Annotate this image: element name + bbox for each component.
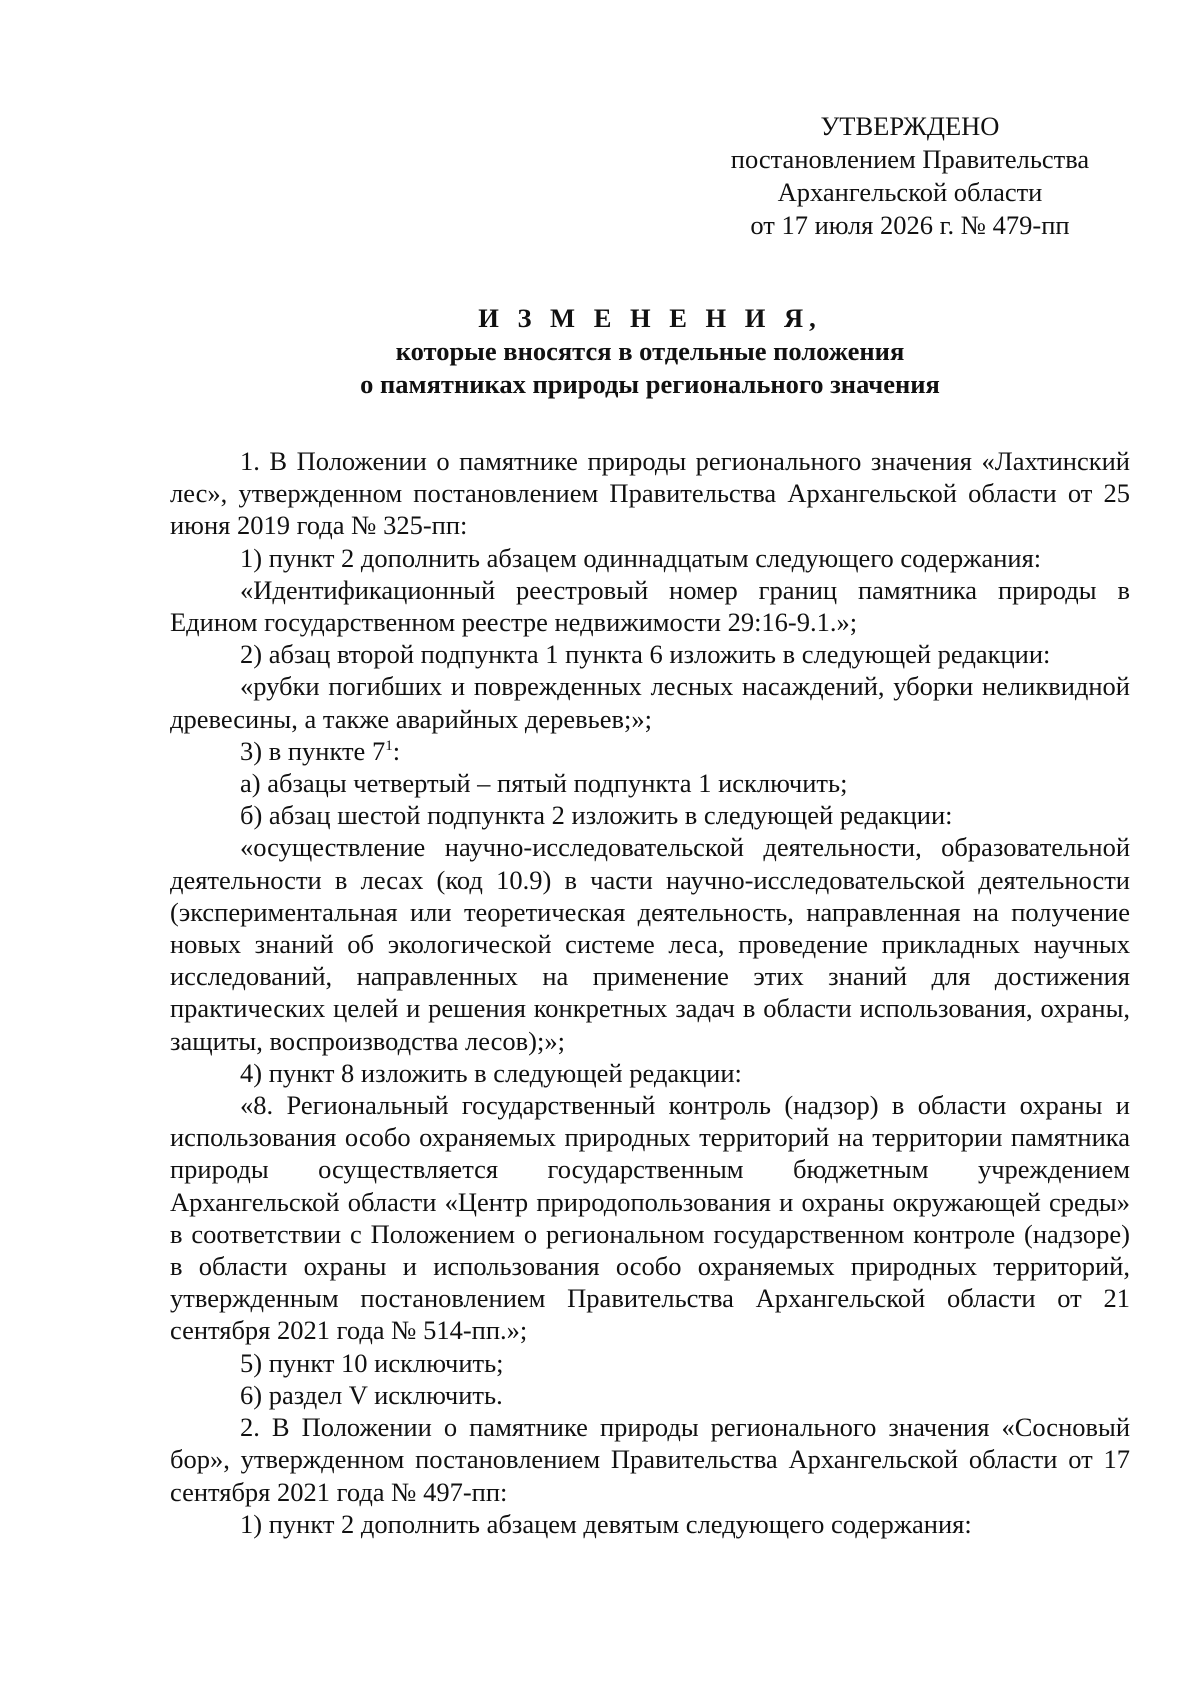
document-title	[170, 302, 1130, 401]
approval-heading: УТВЕРЖДЕНО	[820, 111, 1000, 141]
paragraph: 2. В Положении о памятнике природы регионального значения «Сосновый бор», утвержденном постановлением Правительства Архангельской области от 17 сентября 2021 года № 497-пп:	[170, 1412, 1130, 1507]
title-subline: о памятниках природы регионального значения	[360, 369, 940, 399]
paragraph: «осуществление научно-исследовательской деятельности, образовательной деятельности в лесах (код 10.9) в части научно-исследовательской деятельности (экспериментальная или теоретическая деятельность, направленная на получение новых знаний об экологической системе леса, проведение прикладных научных исследований, направленных на применение этих знаний для достижения практических целей и решения конкретных задач в области использования, охраны, защиты, воспроизводства лесов);»;	[170, 832, 1130, 1056]
approval-stamp	[690, 110, 1130, 242]
document-body	[170, 445, 1130, 1540]
paragraph: 2) абзац второй подпункта 1 пункта 6 изложить в следующей редакции:	[240, 639, 1051, 670]
paragraph-text: 3) в пункте 7	[240, 735, 386, 766]
paragraph: «8. Региональный государственный контроль (надзор) в области охраны и использования особо охраняемых природных территорий на территории памятника природы осуществляется государственным бюджетным учреждением Архангельской области «Центр природопользования и охраны окружающей среды» в соответствии с Положением о региональном государственном контроле (надзоре) в области охраны и использования особо охраняемых природных территорий, утвержденным постановлением Правительства Архангельской области от 21 сентября 2021 года № 514-пп.»;	[170, 1090, 1130, 1346]
paragraph: 1) пункт 2 дополнить абзацем девятым следующего содержания:	[240, 1508, 972, 1539]
title-heading: И З М Е Н Е Н И Я,	[478, 303, 822, 333]
paragraph: «рубки погибших и поврежденных лесных насаждений, уборки неликвидной древесины, а также аварийных деревьев;»;	[170, 671, 1130, 734]
paragraph: 6) раздел V исключить.	[240, 1379, 503, 1410]
paragraph-text: :	[392, 735, 401, 766]
paragraph: 5) пункт 10 исключить;	[240, 1347, 504, 1378]
paragraph: 1) пункт 2 дополнить абзацем одиннадцатым следующего содержания:	[240, 542, 1042, 573]
paragraph: б) абзац шестой подпункта 2 изложить в следующей редакции:	[240, 800, 953, 831]
paragraph: а) абзацы четвертый – пятый подпункта 1 исключить;	[240, 768, 848, 799]
paragraph: «Идентификационный реестровый номер границ памятника природы в Едином государственном реестре недвижимости 29:16-9.1.»;	[170, 574, 1130, 638]
paragraph	[170, 735, 1130, 767]
paragraph: 1. В Положении о памятнике природы регионального значения «Лахтинский лес», утвержденном постановлением Правительства Архангельской области от 25 июня 2019 года № 325-пп:	[170, 446, 1130, 541]
superscript: 1	[385, 738, 393, 754]
approval-date-number: от 17 июля 2026 г. № 479-пп	[750, 210, 1070, 240]
title-subline: которые вносятся в отдельные положения	[395, 336, 905, 366]
approval-line: Архангельской области	[777, 177, 1043, 207]
paragraph: 4) пункт 8 изложить в следующей редакции:	[240, 1057, 742, 1088]
approval-line: постановлением Правительства	[730, 144, 1090, 174]
